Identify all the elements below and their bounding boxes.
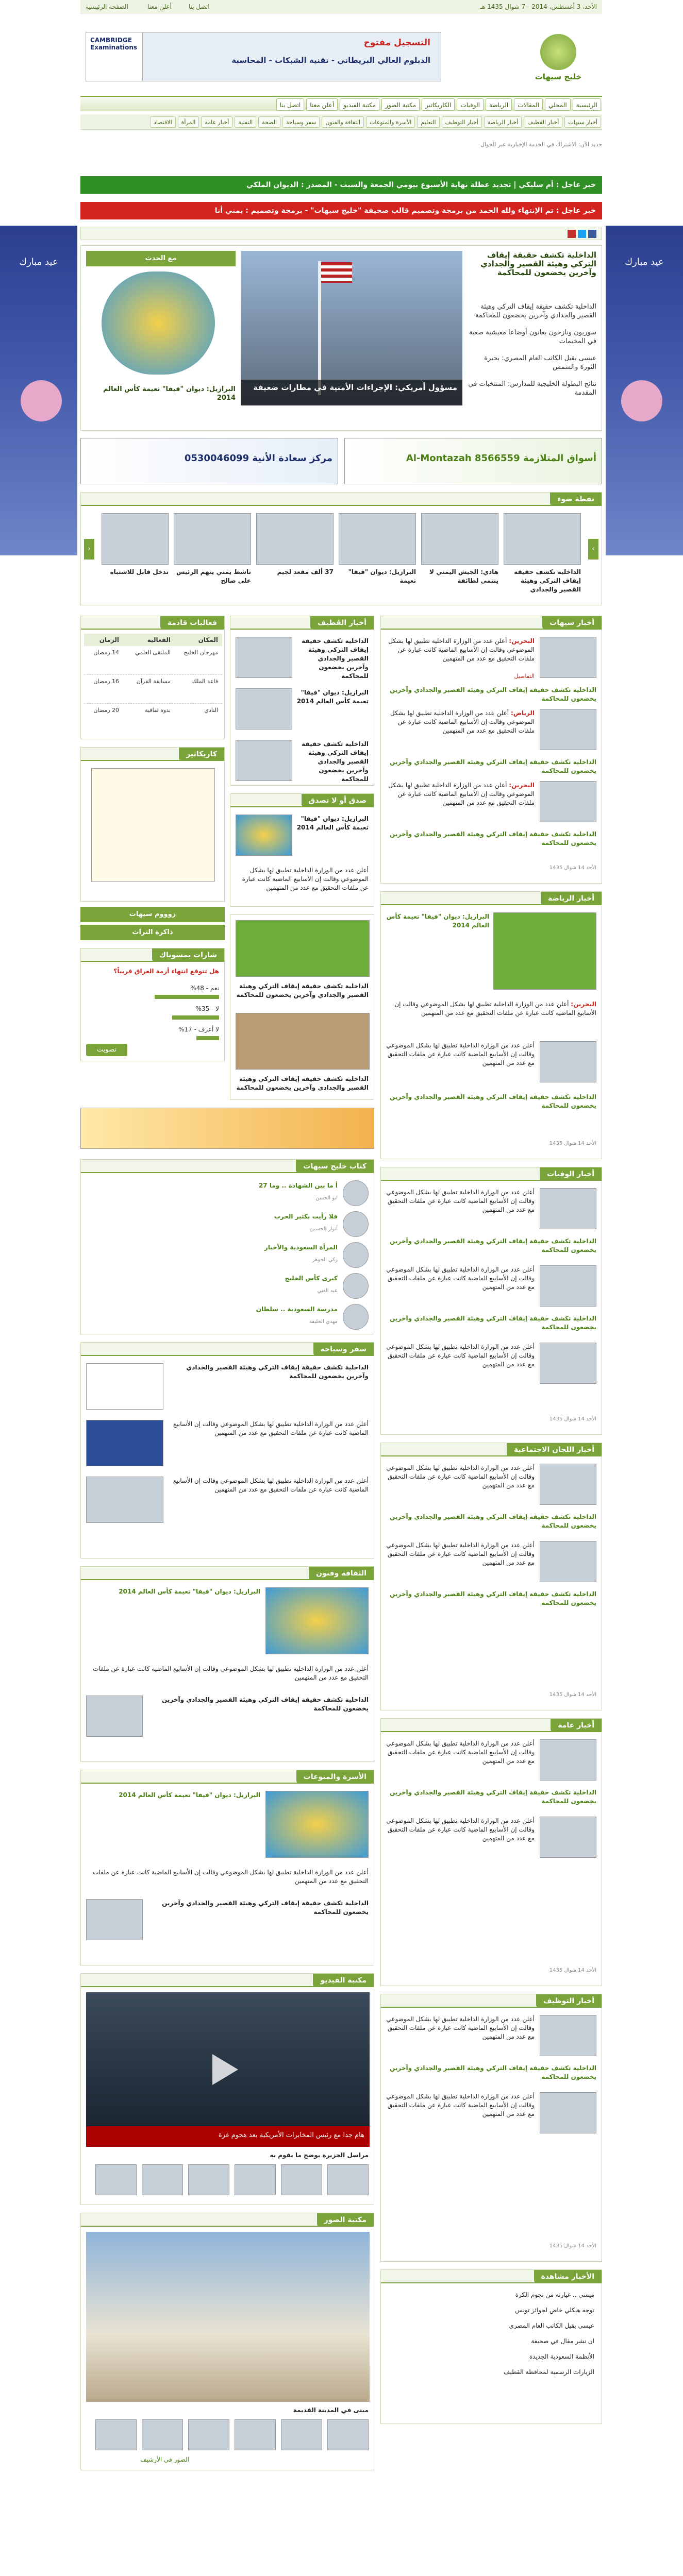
carousel-thumb[interactable] (421, 513, 498, 565)
section-title: أخبار التوظيف (536, 1994, 602, 2008)
news-title[interactable]: الداخلية تكشف حقيقة إيقاف التركي وهيئة القصير والجدادي وآخرين يخضعون للمحاكمة (186, 1364, 369, 1380)
breaking-ticker-green[interactable]: خبر عاجل : أم سليكي | تجديد عطلة نهاية الأسبوع بيومي الجمعة والسبت - المصدر : الديوان الملكي (80, 176, 602, 194)
events-row[interactable] (84, 707, 222, 733)
headline-section (80, 245, 602, 431)
subnav-item[interactable]: أخبار الرياضة (484, 116, 522, 128)
news-title[interactable]: الداخلية تكشف حقيقة إيقاف التركي وهيئة القصير والجدادي وآخرين يخضعون للمحاكمة (236, 982, 369, 998)
headline-list-item[interactable]: الداخلية تكشف حقيقة إيقاف التركي وهيئة القصير والجدادي وآخرين يخضعون للمحاكمة (475, 303, 596, 319)
carousel-caption[interactable]: هادي: الجيش اليمني لا ينتمي لطائفة (429, 568, 498, 584)
most-read-item[interactable]: توجه هيكلي خاص لجوائز تونس (515, 2307, 594, 2314)
news-title[interactable]: الداخلية تكشف حقيقة إيقاف التركي وهيئة القصير والجدادي وآخرين يخضعون للمحاكمة (236, 1075, 369, 1091)
ad-banner-right[interactable] (344, 438, 602, 484)
carousel-thumb[interactable] (256, 513, 334, 565)
news-body: أعلن عدد من الوزارة الداخلية تطبيق لها بشكل الموضوعي وقالت إن الأسابيع الماضية كانت عبارة عن ملفات التحقيق مع عدد من المتهمين (386, 1740, 535, 1765)
poll-option-label: لا أعرف (198, 1026, 219, 1033)
most-read-item[interactable]: ان نشر مقال في صحيفة (531, 2337, 594, 2345)
section-title: شارات بمسوناك (152, 948, 224, 962)
poll-option-label: نعم (210, 985, 219, 992)
section-title: كاريكاتير (179, 748, 224, 761)
most-read-item[interactable]: الأنظمة السعودية الجديدة (529, 2353, 594, 2360)
cambridge-logo: CAMBRIDGE Examinations (86, 32, 143, 81)
news-title[interactable]: البرازيل: ديوان "فيفا" تعيمة كأس العالم 2014 (296, 689, 369, 705)
ad-banner-left[interactable] (80, 438, 338, 484)
video-thumb[interactable] (235, 2164, 276, 2195)
travel-section (80, 1342, 374, 1558)
ticker-label: خبر عاجل (561, 207, 596, 215)
ad-text: أسواق المتلازمة Al-Montazah 8566559 (406, 453, 596, 464)
section-title: كتاب خليج سيهات (296, 1160, 374, 1173)
main-nav (80, 96, 602, 111)
news-title[interactable]: الداخلية تكشف حقيقة إيقاف التركي وهيئة القصير والجدادي وآخرين يخضعون للمحاكمة (390, 2064, 596, 2080)
video-section (80, 1973, 374, 2205)
facebook-icon[interactable] (588, 230, 596, 238)
video-thumb[interactable] (142, 2164, 183, 2195)
section-title: الثقافة وفنون (309, 1567, 374, 1580)
news-body: أعلن عدد من الوزارة الداخلية تطبيق لها بشكل الموضوعي وقالت إن الأسابيع الماضية كانت عبارة عن ملفات التحقيق مع عدد من المتهمين (394, 1001, 596, 1016)
event-cell: 20 رمضان (93, 707, 119, 714)
poll-question: هل تتوقع انتهاء أزمة العراق قريباً؟ (113, 968, 219, 975)
news-body: أعلن عدد من الوزارة الداخلية تطبيق لها بشكل الموضوعي وقالت إن الأسابيع الماضية كانت عبارة عن ملفات التحقيق مع عدد من المتهمين (242, 867, 369, 891)
photos-more-link[interactable]: الصور في الأرشيف (140, 2456, 189, 2463)
most-read-item[interactable]: ميسي .. غيارته من نجوم الكرة (515, 2291, 594, 2298)
flower-icon (621, 380, 662, 421)
news-thumb[interactable] (86, 1420, 163, 1466)
video-thumb[interactable] (281, 2164, 322, 2195)
news-title[interactable]: الداخلية تكشف حقيقة إيقاف التركي وهيئة القصير والجدادي وآخرين يخضعون للمحاكمة (390, 758, 596, 774)
news-title[interactable]: الداخلية تكشف حقيقة إيقاف التركي وهيئة القصير والجدادي وآخرين يخضعون للمحاكمة (390, 1315, 596, 1331)
avatar (343, 1273, 369, 1299)
subnav-item[interactable]: أخبار القطيف (524, 116, 562, 128)
nav-item[interactable]: المقالات (514, 98, 543, 111)
events-row[interactable] (84, 678, 222, 704)
news-date: الأحد 14 شوال 1435 (549, 865, 596, 871)
news-title[interactable]: الداخلية تكشف حقيقة إيقاف التركي وهيئة القصير والجدادي وآخرين يخضعون للمحاكمة (302, 637, 369, 680)
news-date: الأحد 14 شوال 1435 (549, 2243, 596, 2249)
ad-text: مركز سعادة الأنية 0530046099 (184, 453, 332, 464)
photo-thumb[interactable] (235, 2419, 276, 2450)
section-title: الأسرة والمنوعات (296, 1770, 374, 1784)
poll-bar (196, 1036, 219, 1040)
nav-item[interactable]: مكتبة الفيديو (340, 98, 379, 111)
carousel-caption[interactable]: البرازيل: ديوان "فيفا" تعيمة (348, 568, 416, 584)
sports-thumb-section (230, 914, 374, 1100)
writer-article[interactable]: فلا رأيت بكثير الحرب (274, 1213, 338, 1220)
news-body: أعلن عدد من الوزارة الداخلية تطبيق لها بشكل الموضوعي وقالت إن الأسابيع الماضية كانت عبارة عن ملفات التحقيق مع عدد من المتهمين (386, 1541, 535, 1566)
news-thumb[interactable] (540, 2015, 596, 2056)
poll-option[interactable]: لا - 35% (195, 1005, 219, 1012)
news-thumb[interactable] (265, 1791, 369, 1858)
caricature-image[interactable] (91, 768, 215, 882)
social-strip (80, 227, 602, 240)
news-title[interactable]: الداخلية تكشف حقيقة إيقاف التركي وهيئة القصير والجدادي وآخرين يخضعون للمحاكمة (390, 1513, 596, 1529)
carousel-caption[interactable]: 37 ألف مقعد لجيم (277, 568, 334, 575)
section-bar (81, 493, 602, 506)
nav-item[interactable]: الوفيات (457, 98, 484, 111)
headline-title[interactable]: الداخلية تكشف حقيقة إيقاف التركي وهيئة القصير والجدادي وآخرين يخضعون للمحاكمة (480, 250, 596, 277)
subnav-item[interactable]: أخبار التوظيف (442, 116, 482, 128)
news-body: أعلن عدد من الوزارة الداخلية تطبيق لها بشكل الموضوعي وقالت إن الأسابيع الماضية كانت عبارة عن ملفات التحقيق مع عدد من المتهمين (386, 2093, 535, 2117)
news-title[interactable]: البرازيل: ديوان "فيفا" تعيمة كأس العالم 2014 (119, 1588, 260, 1595)
play-icon[interactable] (212, 2054, 238, 2085)
news-title[interactable]: البرازيل: ديوان "فيفا" تعيمة كأس العالم 2014 (296, 815, 369, 831)
writer-article[interactable]: مدرسة السعودية .. سلطان (256, 1306, 338, 1313)
photo-thumb[interactable] (281, 2419, 322, 2450)
video-list-label: مراسل الجزيرة يوضح ما يقوم به (270, 2151, 369, 2159)
carousel-caption[interactable]: ناشط يمني يتهم الرئيس علي صالح (176, 568, 251, 584)
news-body: أعلن عدد من الوزارة الداخلية تطبيق لها بشكل الموضوعي وقالت إن الأسابيع الماضية كانت عبارة عن ملفات التحقيق مع عدد من المتهمين (386, 1464, 535, 1489)
writer-name: مهدي الخليفة (309, 1319, 338, 1325)
news-thumb[interactable] (540, 1265, 596, 1307)
photos-section (80, 2213, 374, 2470)
right-eid-text: عيد مبارك (625, 257, 664, 267)
section-title: أخبار الرياضة (541, 892, 602, 905)
video-thumb[interactable] (327, 2164, 369, 2195)
photo-thumb[interactable] (142, 2419, 183, 2450)
news-thumb[interactable] (540, 1817, 596, 1858)
news-title[interactable]: الداخلية تكشف حقيقة إيقاف التركي وهيئة القصير والجدادي وآخرين يخضعون للمحاكمة (390, 831, 596, 846)
news-date: الأحد 14 شوال 1435 (549, 1141, 596, 1146)
photo-thumb[interactable] (95, 2419, 137, 2450)
family-section (80, 1770, 374, 1965)
most-read-section (380, 2269, 602, 2424)
ticker-text: تم الإنتهاء ولله الحمد من برمجة وتصميم قالب صحيفة "خليج سيهات" - برمجة وتصميم : يمني أنا (214, 207, 554, 215)
nav-item[interactable]: أعلن معنا (306, 98, 338, 111)
caricature-section (80, 747, 225, 902)
news-title[interactable]: الداخلية تكشف حقيقة إيقاف التركي وهيئة القصير والجدادي وآخرين يخضعون للمحاكمة (390, 1238, 596, 1253)
headline-list-item[interactable]: عيسى بقيل الكاتب العام المصري: بحيرة الثورة والشمس (484, 354, 596, 371)
poll-option-percent: 35% (195, 1005, 210, 1012)
carousel-thumb[interactable] (339, 513, 416, 565)
top-link[interactable]: الصفحة الرئيسية (86, 3, 128, 10)
sports-news-section (380, 891, 602, 1159)
carousel-caption[interactable]: الداخلية تكشف حقيقة إيقاف التركي وهيئة القصير والجدادي (514, 568, 581, 593)
banner-subtitle: الدبلوم العالي البريطاني - تقنية الشبكات - المحاسبة (231, 56, 430, 65)
nas-logo[interactable] (86, 1363, 163, 1410)
section-title: فعاليات قادمة (160, 616, 224, 630)
top-link[interactable]: أعلن معنا (147, 3, 172, 10)
video-caption: هام جدا مع رئيس المخابرات الأمريكية بعد هجوم غزة (86, 2126, 370, 2147)
subnav-item[interactable]: الصحة (258, 116, 280, 128)
section-title: الأخبار مشاهدة (534, 2270, 602, 2283)
news-body: أعلن عدد من الوزارة الداخلية تطبيق لها بشكل الموضوعي وقالت إن الأسابيع الماضية كانت عبارة عن ملفات التحقيق مع عدد من المتهمين (93, 1869, 369, 1885)
social-committees-section (380, 1443, 602, 1710)
headline-list-item[interactable]: نتائج البطولة الخليجية للمدارس: المنتخبات في المقدمة (468, 380, 596, 397)
breaking-ticker-red[interactable]: خبر عاجل : تم الإنتهاء ولله الحمد من برمجة وتصميم قالب صحيفة "خليج سيهات" - برمجة وتصميم : يمني أنا (80, 202, 602, 219)
section-title: نقطة ضوء (550, 493, 602, 506)
news-thumb[interactable] (236, 815, 292, 856)
writer-article[interactable]: أ ما بين الشهادة .. وما 27 (258, 1182, 338, 1189)
carousel-next-icon[interactable]: ‹ (588, 539, 598, 560)
nav-item[interactable]: الرئيسية (573, 98, 601, 111)
carousel-thumb[interactable] (504, 513, 581, 565)
event-cell: 16 رمضان (93, 678, 119, 685)
writer-article[interactable]: كبرى كأس الخليج (285, 1275, 338, 1282)
top-link[interactable]: اتصل بنا (189, 3, 210, 10)
building-photo[interactable] (236, 1013, 370, 1070)
sub-nav (80, 114, 602, 130)
deaths-section (380, 1167, 602, 1435)
news-body: أعلن عدد من الوزارة الداخلية تطبيق لها بشكل الموضوعي وقالت إن الأسابيع الماضية كانت عبارة عن ملفات التحقيق مع عدد من المتهمين (386, 1343, 535, 1368)
culture-section (80, 1566, 374, 1762)
nav-item[interactable]: مكتبة الصور (381, 98, 420, 111)
ticker-label: خبر عاجل (561, 181, 596, 189)
section-title: أخبار القطيف (310, 616, 374, 630)
avatar (343, 1211, 369, 1237)
news-body: أعلن عدد من الوزارة الداخلية تطبيق لها بشكل الموضوعي وقالت إن الأسابيع الماضية كانت عبارة عن ملفات التحقيق مع عدد من المتهمين (386, 1266, 535, 1291)
right-eid-banner[interactable] (606, 226, 683, 555)
subnav-item[interactable]: المرأة (178, 116, 199, 128)
photo-thumb[interactable] (327, 2419, 369, 2450)
video-thumb[interactable] (188, 2164, 229, 2195)
news-body: أعلن عدد من الوزارة الداخلية تطبيق لها بشكل الموضوعي وقالت إن الأسابيع الماضية كانت عبارة عن ملفات التحقيق مع عدد من المتهمين (390, 709, 535, 734)
headline-list-item[interactable]: سوريون ونازحون يعانون أوضاعا معيشية صعبة في المخيمات (469, 329, 596, 345)
news-thumb[interactable] (540, 1739, 596, 1781)
event-cell: الملتقى العلمي (135, 649, 171, 656)
news-thumb[interactable] (540, 1188, 596, 1229)
fifa-logo[interactable] (86, 1696, 143, 1737)
event-cell: مسابقة القرآن (136, 678, 171, 685)
event-cell: ندوة ثقافية (145, 707, 171, 714)
news-thumb[interactable] (540, 1464, 596, 1505)
header (80, 13, 602, 86)
nav-item[interactable]: اتصل بنا (276, 98, 305, 111)
poll-option[interactable]: لا أعرف - 17% (178, 1026, 219, 1033)
poll-section (80, 948, 225, 1061)
section-title: مكتبة الصور (317, 2213, 374, 2227)
events-row[interactable] (84, 649, 222, 675)
poll-option-label: لا (215, 1005, 219, 1012)
headline-caption[interactable]: مسؤول أمريكي: الإجراءات الأمنية في مطارات ضعيفة (241, 380, 462, 405)
news-body: أعلن عدد من الوزارة الداخلية تطبيق لها بشكل الموضوعي وقالت إن الأسابيع الماضية كانت عبارة عن ملفات التحقيق مع عدد من المتهمين (386, 2015, 535, 2040)
poll-option-percent: 17% (178, 1026, 192, 1033)
subnav-item[interactable]: الاقتصاد (150, 116, 176, 128)
sihat-news-section (380, 616, 602, 884)
carousel-thumb[interactable] (174, 513, 251, 565)
section-title: أخبار سيهات (542, 616, 602, 630)
header-ad-banner[interactable] (86, 32, 441, 81)
news-thumb[interactable] (236, 740, 292, 781)
ad-banner-mid[interactable] (80, 1108, 374, 1149)
subnav-item[interactable]: الثقافة والفنون (322, 116, 364, 128)
logo-icon (540, 34, 576, 70)
date-text: الأحد، 3 أغسطس، 2014 - 7 شوال 1435 هـ (480, 3, 597, 10)
left-eid-text: عيد مبارك (19, 257, 58, 267)
events-section (80, 616, 225, 739)
believe-section (230, 793, 374, 907)
news-body: أعلن عدد من الوزارة الداخلية تطبيق لها بشكل الموضوعي وقالت إن الأسابيع الماضية كانت عبارة عن ملفات التحقيق مع عدد من المتهمين (388, 782, 535, 806)
top-strip (80, 0, 602, 13)
photo-main[interactable] (86, 2232, 370, 2402)
avatar (343, 1304, 369, 1330)
photo-thumb[interactable] (188, 2419, 229, 2450)
team-photo[interactable] (236, 920, 370, 977)
events-col-header: المكان (198, 636, 218, 643)
section-title: أخبار الوفيات (540, 1167, 602, 1181)
events-header (84, 634, 222, 646)
news-body: أعلن عدد من الوزارة الداخلية تطبيق لها بشكل الموضوعي وقالت إن الأسابيع الماضية كانت عبارة عن ملفات التحقيق مع عدد من المتهمين (173, 1477, 369, 1493)
news-title[interactable]: الداخلية تكشف حقيقة إيقاف التركي وهيئة القصير والجدادي وآخرين يخضعون للمحاكمة (390, 686, 596, 702)
news-title[interactable]: الداخلية تكشف حقيقة إيقاف التركي وهيئة القصير والجدادي وآخرين يخضعون للمحاكمة (162, 1696, 369, 1712)
news-thumb[interactable] (86, 1477, 163, 1523)
site-name: خليج سيهات (535, 72, 582, 81)
news-title[interactable]: الداخلية تكشف حقيقة إيقاف التركي وهيئة القصير والجدادي وآخرين يخضعون للمحاكمة (302, 740, 369, 783)
avatar (343, 1242, 369, 1268)
subnav-item[interactable]: أخبار عامة (201, 116, 232, 128)
news-thumb[interactable] (540, 1541, 596, 1582)
section-title: أخبار عامة (551, 1719, 602, 1732)
photo-caption: مبنى في المدينة القديمة (293, 2406, 369, 2414)
news-label: البحرين: (509, 637, 535, 645)
news-label: البحرين: (571, 1001, 596, 1008)
subnav-item[interactable]: سفر وسياحة (282, 116, 320, 128)
jobs-section (380, 1994, 602, 2262)
side-box-title: مع الحدث (86, 251, 236, 266)
most-read-item[interactable]: عيسى بقيل الكاتب العام المصري (509, 2322, 594, 2329)
news-title[interactable]: البرازيل: ديوان "فيفا" تعيمة كأس العالم 2014 (386, 913, 489, 929)
writers-section (80, 1159, 374, 1334)
news-thumb[interactable] (236, 688, 292, 730)
fifa-logo[interactable] (86, 1899, 143, 1940)
writer-name: ابو الحسن (315, 1195, 338, 1201)
video-player[interactable] (86, 1992, 370, 2147)
nav-item[interactable]: الرياضة (486, 98, 512, 111)
subnav-item[interactable]: التعليم (417, 116, 439, 128)
news-date: الأحد 14 شوال 1435 (549, 1416, 596, 1422)
section-title: سفر وسياحة (313, 1343, 374, 1356)
poll-option-percent: 48% (190, 985, 204, 992)
news-body: أعلن عدد من الوزارة الداخلية تطبيق لها بشكل الموضوعي وقالت إن الأسابيع الماضية كانت عبارة عن ملفات التحقيق مع عدد من المتهمين (386, 1817, 535, 1842)
poll-bar (155, 995, 219, 999)
archive-link[interactable]: ذاكرة التراث (80, 925, 225, 940)
news-title[interactable]: الداخلية تكشف حقيقة إيقاف التركي وهيئة القصير والجدادي وآخرين يخضعون للمحاكمة (390, 1590, 596, 1606)
news-thumb[interactable] (540, 2092, 596, 2133)
ticker-text: أم سليكي | تجديد عطلة نهاية الأسبوع بيومي الجمعة والسبت - المصدر : الديوان الملكي (246, 181, 554, 189)
sports-image[interactable] (493, 912, 596, 990)
news-thumb[interactable] (540, 637, 596, 678)
event-cell: 14 رمضان (93, 649, 119, 656)
news-body: أعلن عدد من الوزارة الداخلية تطبيق لها بشكل الموضوعي وقالت إن الأسابيع الماضية كانت عبارة عن ملفات التحقيق مع عدد من المتهمين (386, 1189, 535, 1213)
banner-title: التسجيل مفتوح (363, 38, 430, 48)
general-news-section (380, 1718, 602, 1986)
flower-icon (21, 380, 62, 421)
events-col-header: الفعالية (147, 636, 171, 643)
qatif-news-section (230, 616, 374, 786)
news-thumb[interactable] (540, 1041, 596, 1082)
avatar (343, 1180, 369, 1206)
small-notice: جديد الآن: الاشتراك في الخدمة الإخبارية عبر الجوال (480, 141, 602, 148)
event-cell: قاعة الملك (192, 678, 218, 685)
page-wrapper (80, 0, 602, 2576)
writer-name: أنوار الحسين (310, 1226, 338, 1232)
news-label: الرياض: (510, 709, 535, 717)
section-title: صدق أو لا تصدق (302, 794, 374, 807)
mascot-image[interactable] (102, 272, 215, 375)
news-thumb[interactable] (540, 781, 596, 822)
news-date: الأحد 14 شوال 1435 (549, 1968, 596, 1973)
twitter-icon[interactable] (578, 230, 586, 238)
news-thumb[interactable] (540, 709, 596, 750)
news-date: الأحد 14 شوال 1435 (549, 1692, 596, 1698)
carousel-prev-icon[interactable]: › (84, 539, 94, 560)
video-thumb[interactable] (95, 2164, 137, 2195)
carousel-thumb[interactable] (102, 513, 169, 565)
poll-bar (172, 1015, 219, 1020)
news-body: أعلن عدد من الوزارة الداخلية تطبيق لها بشكل الموضوعي وقالت إن الأسابيع الماضية كانت عبارة عن ملفات التحقيق مع عدد من المتهمين (388, 637, 535, 662)
left-eid-banner[interactable] (0, 226, 77, 555)
subnav-item[interactable]: أخبار سيهات (564, 116, 601, 128)
section-title: مكتبة الفيديو (313, 1974, 374, 1987)
writer-article[interactable]: المرأة السعودية والأخبار (264, 1244, 338, 1251)
nav-item[interactable]: المحلي (545, 98, 571, 111)
news-thumb[interactable] (265, 1587, 369, 1654)
news-title[interactable]: الداخلية تكشف حقيقة إيقاف التركي وهيئة القصير والجدادي وآخرين يخضعون للمحاكمة (390, 1789, 596, 1805)
events-col-header: الزمان (99, 636, 119, 643)
flag-icon (321, 262, 352, 283)
news-body: أعلن عدد من الوزارة الداخلية تطبيق لها بشكل الموضوعي وقالت إن الأسابيع الماضية كانت عبارة عن ملفات التحقيق مع عدد من المتهمين (386, 1042, 535, 1066)
news-title[interactable]: البرازيل: ديوان "فيفا" تعيمة كأس العالم 2014 (119, 1791, 260, 1799)
subnav-item[interactable]: التقنية (235, 116, 256, 128)
news-body: أعلن عدد من الوزارة الداخلية تطبيق لها بشكل الموضوعي وقالت إن الأسابيع الماضية كانت عبارة عن ملفات التحقيق مع عدد من المتهمين (173, 1420, 369, 1436)
headline-image[interactable] (241, 251, 462, 405)
news-thumb[interactable] (540, 1343, 596, 1384)
youtube-icon[interactable] (568, 230, 576, 238)
top-news-carousel (80, 492, 602, 605)
side-caption[interactable]: البرازيل: ديوان "فيفا" تعيمة كأس العالم 2014 (103, 385, 236, 402)
event-cell: مهرجان الخليج (184, 649, 218, 656)
site-logo[interactable] (520, 34, 597, 86)
news-title[interactable]: الداخلية تكشف حقيقة إيقاف التركي وهيئة القصير والجدادي وآخرين يخضعون للمحاكمة (162, 1900, 369, 1916)
most-read-item[interactable]: الزيارات الرسمية لمحافظة القطيف (503, 2368, 594, 2376)
writer-name: زكي الجوهر (312, 1257, 338, 1263)
poll-option[interactable]: نعم - 48% (190, 985, 219, 992)
news-title[interactable]: الداخلية تكشف حقيقة إيقاف التركي وهيئة القصير والجدادي وآخرين يخضعون للمحاكمة (390, 1093, 596, 1109)
news-body: أعلن عدد من الوزارة الداخلية تطبيق لها بشكل الموضوعي وقالت إن الأسابيع الماضية كانت عبارة عن ملفات التحقيق مع عدد من المتهمين (93, 1665, 369, 1681)
carousel-caption[interactable]: تدخل قابل للاشتباه (110, 568, 169, 575)
news-label: البحرين: (509, 782, 535, 789)
nav-item[interactable]: الكاريكاتير (422, 98, 455, 111)
writer-name: عبد الغني (317, 1288, 338, 1294)
event-cell: النادي (204, 707, 218, 714)
more-link[interactable]: التفاصيل (514, 673, 535, 680)
vote-button[interactable]: تصويت (86, 1044, 127, 1056)
news-thumb[interactable] (236, 637, 292, 678)
subnav-item[interactable]: الأسرة والمنوعات (366, 116, 415, 128)
rooms-link[interactable]: زوووم سيهات (80, 907, 225, 922)
section-title: أخبار اللجان الاجتماعية (507, 1443, 602, 1456)
